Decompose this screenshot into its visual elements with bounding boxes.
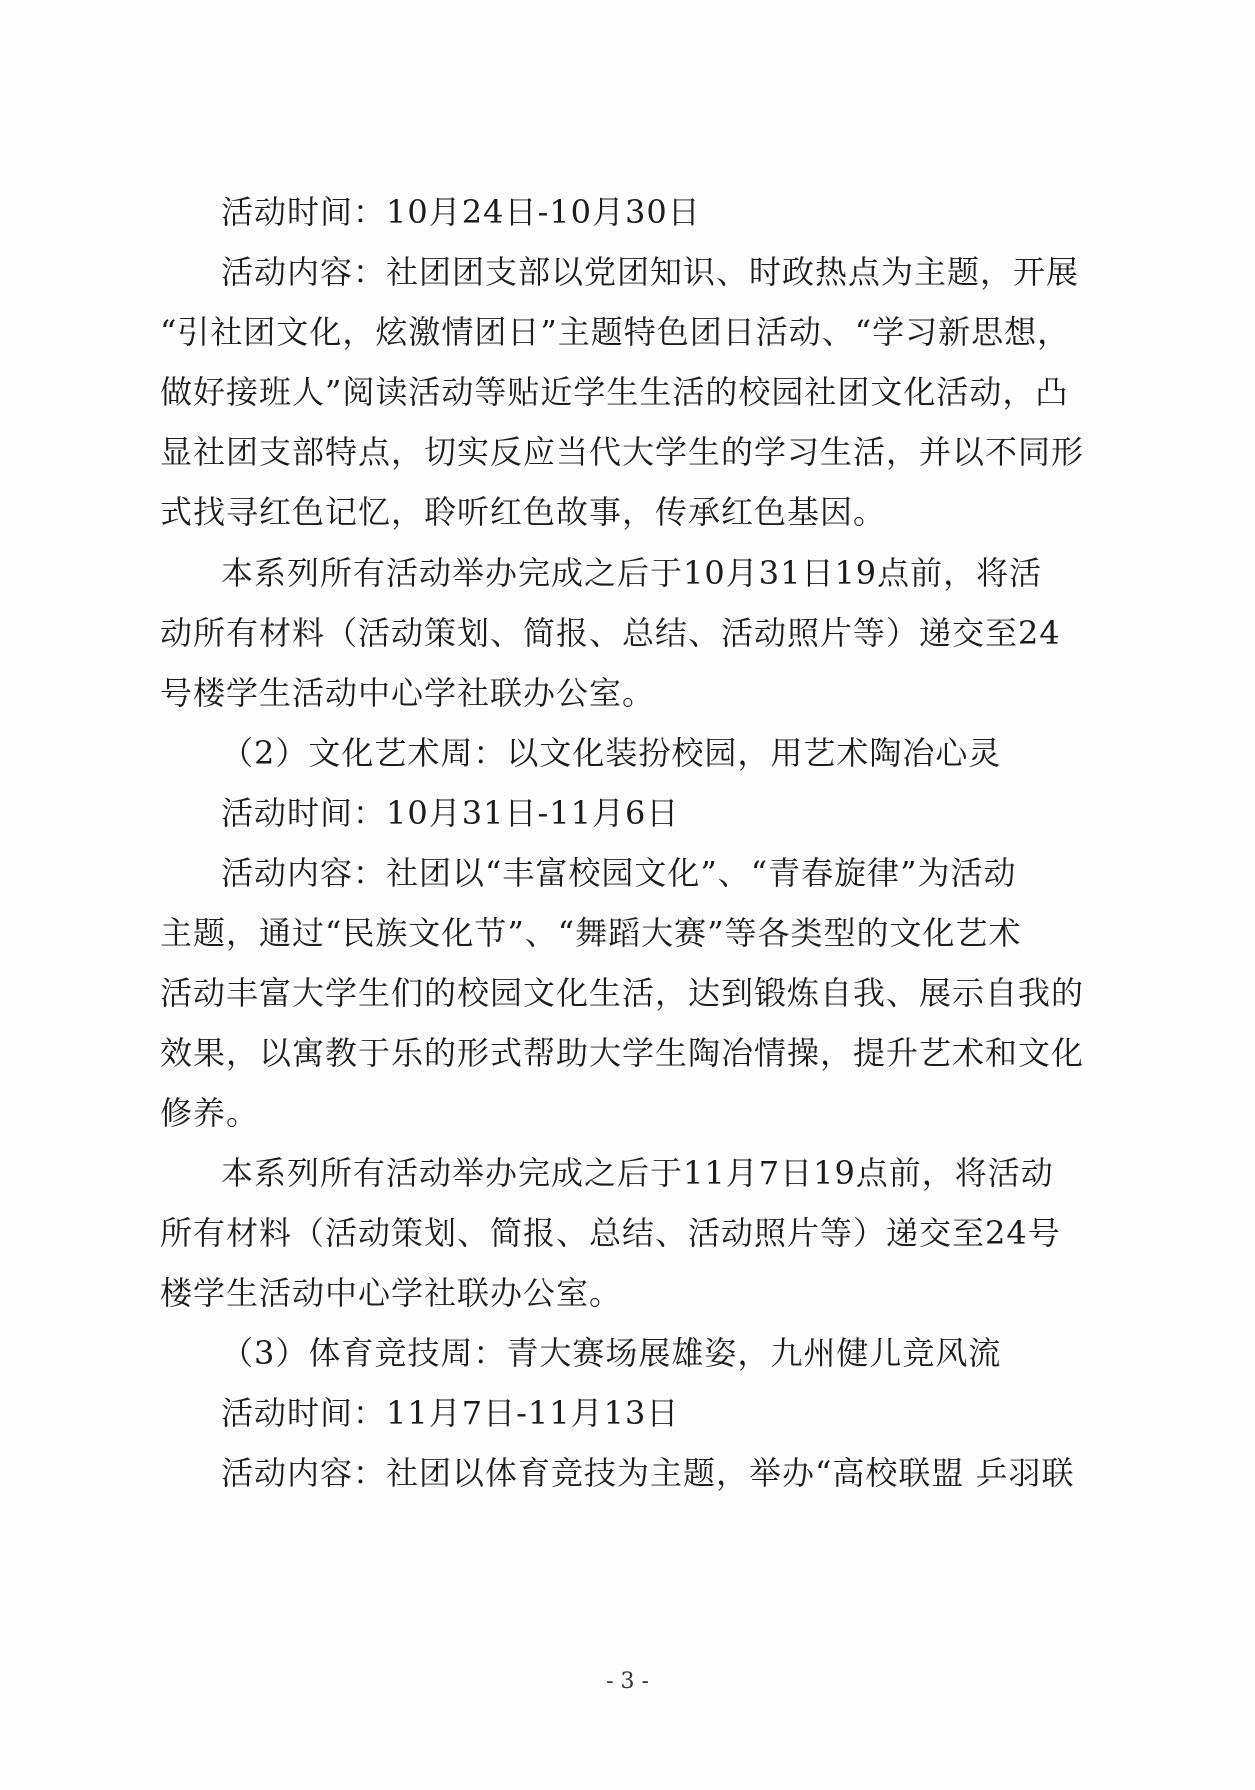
activity-content-2-line-5: 修养。 bbox=[160, 1094, 260, 1132]
section-heading-culture-art-week: （2）文化艺术周：以文化装扮校园，用艺术陶冶心灵 bbox=[221, 734, 1002, 772]
activity-content-1-line-3: 做好接班人”阅读活动等贴近学生生活的校园社团文化活动，凸 bbox=[160, 373, 1069, 411]
submission-note-2-line-1: 本系列所有活动举办完成之后于11月7日19点前，将活动 bbox=[221, 1154, 1054, 1192]
activity-time-1: 活动时间：10月24日-10月30日 bbox=[221, 193, 701, 231]
submission-note-2-line-2: 所有材料（活动策划、简报、总结、活动照片等）递交至24号 bbox=[160, 1214, 1061, 1252]
submission-note-1-line-3: 号楼学生活动中心学社联办公室。 bbox=[160, 674, 656, 712]
submission-note-1-line-1: 本系列所有活动举办完成之后于10月31日19点前，将活 bbox=[221, 554, 1043, 592]
activity-content-1-line-1: 活动内容：社团团支部以党团知识、时政热点为主题，开展 bbox=[221, 253, 1080, 291]
submission-note-2-line-3: 楼学生活动中心学社联办公室。 bbox=[160, 1274, 623, 1312]
activity-content-1-line-4: 显社团支部特点，切实反应当代大学生的学习生活，并以不同形 bbox=[160, 433, 1085, 471]
activity-content-2-line-2: 主题，通过“民族文化节”、“舞蹈大赛”等各类型的文化艺术 bbox=[160, 914, 1022, 952]
activity-content-2-line-4: 效果，以寓教于乐的形式帮助大学生陶冶情操，提升艺术和文化 bbox=[160, 1034, 1085, 1072]
activity-time-3: 活动时间：11月7日-11月13日 bbox=[221, 1394, 680, 1432]
activity-time-2: 活动时间：10月31日-11月6日 bbox=[221, 794, 680, 832]
activity-content-2-line-3: 活动丰富大学生们的校园文化生活，达到锻炼自我、展示自我的 bbox=[160, 974, 1085, 1012]
activity-content-1-line-5: 式找寻红色记忆，聆听红色故事，传承红色基因。 bbox=[160, 493, 887, 531]
activity-content-3-line-1: 活动内容：社团以体育竞技为主题，举办“高校联盟 乒羽联 bbox=[221, 1454, 1075, 1492]
page-number: - 3 - bbox=[606, 1669, 649, 1694]
activity-content-2-line-1: 活动内容：社团以“丰富校园文化”、“青春旋律”为活动 bbox=[221, 854, 1017, 892]
submission-note-1-line-2: 动所有材料（活动策划、简报、总结、活动照片等）递交至24 bbox=[160, 614, 1061, 652]
activity-content-1-line-2: “引社团文化，炫激情团日”主题特色团日活动、“学习新思想， bbox=[160, 313, 1071, 351]
section-heading-sports-week: （3）体育竞技周：青大赛场展雄姿，九州健儿竞风流 bbox=[221, 1334, 1002, 1372]
